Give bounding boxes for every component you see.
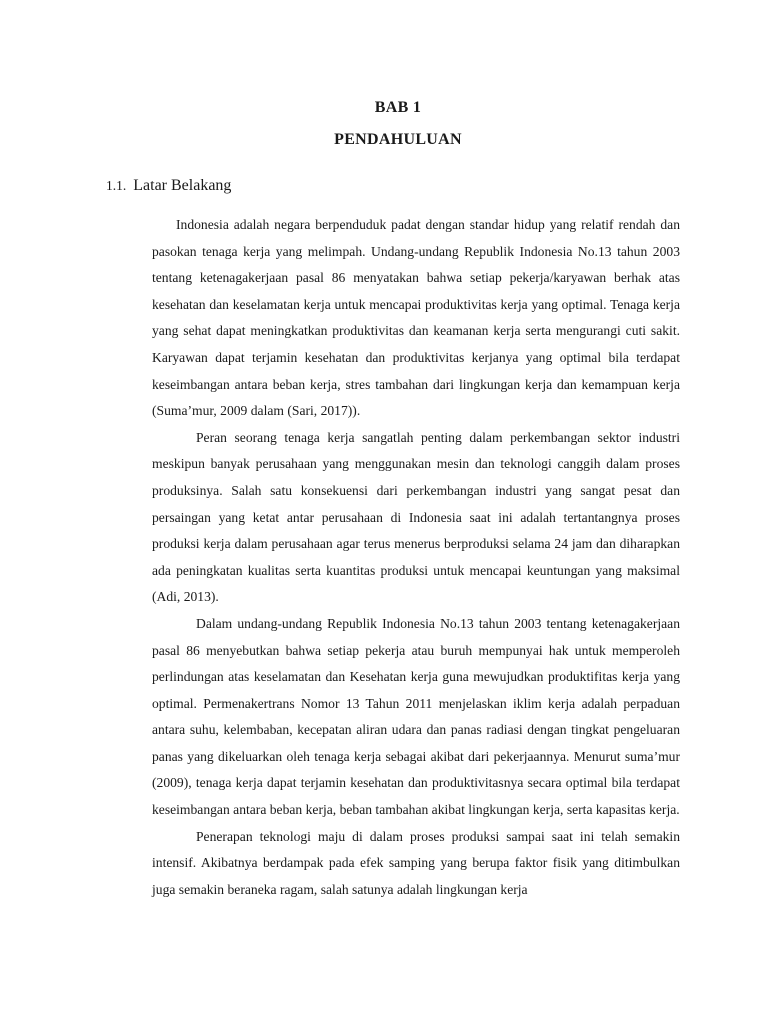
- chapter-title: PENDAHULUAN: [334, 131, 462, 148]
- paragraph-1: Indonesia adalah negara berpenduduk padat dengan standar hidup yang relatif rendah dan pasokan tenaga kerja yang melimpah. Undang-undang Republik Indonesia No.13 tahun 2003 tentang ketenagakerjaan pasal 86 menyatakan bahwa setiap pekerja/karyawan berhak atas kesehatan dan keselamatan kerja untuk mencapai produktivitas kerja yang optimal. Tenaga kerja yang sehat dapat meningkatkan produktivitas dan keamanan kerja serta mengurangi cuti sakit. Karyawan dapat terjamin kesehatan dan produktivitas kerjanya yang optimal bila terdapat keseimbangan antara beban kerja, stres tambahan dari lingkungan kerja dan kemampuan kerja (Suma’mur, 2009 dalam (Sari, 2017)).: [152, 217, 680, 419]
- body-text: [152, 212, 680, 903]
- section-number: 1.1.: [106, 178, 127, 193]
- section-title: Latar Belakang: [133, 177, 232, 194]
- paragraph-4: Penerapan teknologi maju di dalam proses produksi sampai saat ini telah semakin intensif. Akibatnya berdampak pada efek samping yang berupa faktor fisik yang ditimbulkan juga semakin beraneka ragam, salah satunya adalah lingkungan kerja: [152, 828, 680, 897]
- paragraph-3: Dalam undang-undang Republik Indonesia No.13 tahun 2003 tentang ketenagakerjaan pasal 86 menyebutkan bahwa setiap pekerja atau buruh mempunyai hak untuk memperoleh perlindungan atas keselamatan dan Kesehatan kerja guna mewujudkan produktifitas kerja yang optimal. Permenakertrans Nomor 13 Tahun 2011 menjelaskan iklim kerja adalah perpaduan antara suhu, kelembaban, kecepatan aliran udara dan panas radiasi dengan tingkat pengeluaran panas yang dikeluarkan oleh tenaga kerja sebagai akibat dari pekerjaannya. Menurut suma’mur (2009), tenaga kerja dapat terjamin kesehatan dan produktivitasnya secara optimal bila terdapat keseimbangan antara beban kerja, beban tambahan akibat lingkungan kerja, serta kapasitas kerja.: [152, 615, 680, 818]
- section-heading: [106, 177, 231, 195]
- paragraph-2: Peran seorang tenaga kerja sangatlah penting dalam perkembangan sektor industri meskipun banyak perusahaan yang menggunakan mesin dan teknologi canggih dalam proses produksinya. Salah satu konsekuensi dari perkembangan industri yang sangat pesat dan persaingan yang ketat antar perusahaan di Indonesia saat ini adalah tertantangnya proses produksi kerja dalam perusahaan agar terus menerus berproduksi selama 24 jam dan diharapkan ada peningkatan kualitas serta kuantitas produksi untuk mencapai keuntungan yang maksimal (Adi, 2013).: [152, 429, 680, 605]
- chapter-label: BAB 1: [374, 99, 422, 116]
